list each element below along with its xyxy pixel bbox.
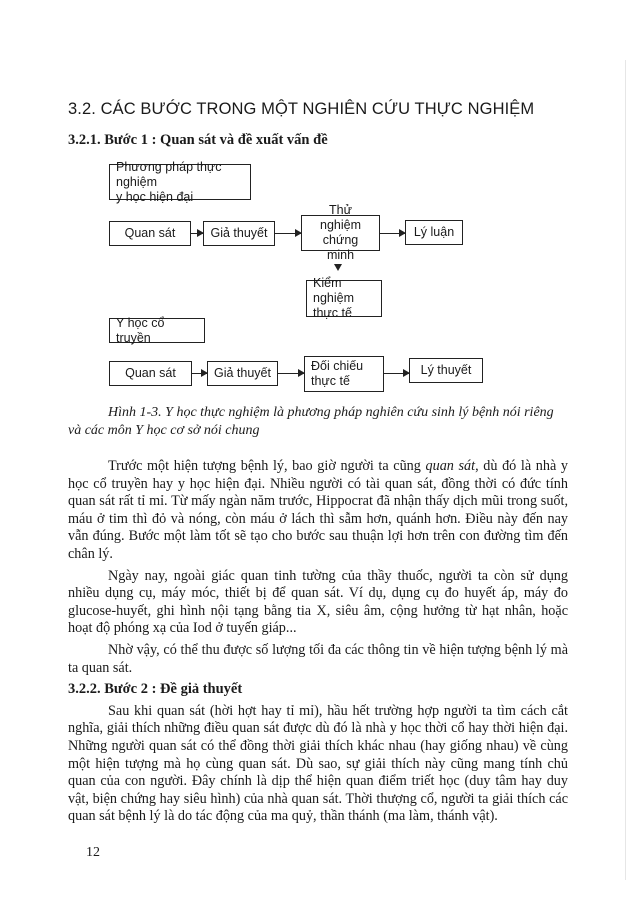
arrow-experiment-to-verification bbox=[334, 264, 342, 271]
trad-hypothesis-box bbox=[207, 361, 278, 386]
modern-theory-label: Lý luận bbox=[413, 225, 455, 239]
section-title: 3.2. CÁC BƯỚC TRONG MỘT NGHIÊN CỨU THỰC NGHIỆM bbox=[68, 100, 535, 118]
modern-verification-line1: Kiểm nghiệm bbox=[313, 276, 354, 305]
modern-header-line2: y học hiện đại bbox=[116, 189, 194, 204]
paragraph-4: Sau khi quan sát (hời hợt hay tỉ mỉ), hầu hết trường hợp người ta tìm cách cắt nghĩa, giải thích những điều quan sát được dù đó là nhà y học thời cổ hay thời hiện đại. Những người quan sát có thể đồng thời giải thích khác nhau (hay giống nhau) về cùng một hiện tượng mà họ cùng quan sát. Dù sao, sự giải thích này cũng mang tính chủ quan của con người. Đây chính là dịp thể hiện quan điểm triết học (duy tâm hay duy vật, biện chứng hay siêu hình) của nhà quan sát. Thời thượng cổ, người ta giải thích các quan sát bệnh lý là do tác động của ma quỷ, thần thánh (ma làm, thánh vật). bbox=[68, 702, 568, 825]
traditional-header-label: Y học cổ truyền bbox=[116, 315, 165, 345]
modern-hypothesis-label: Giả thuyết bbox=[210, 226, 268, 240]
trad-hypothesis-label: Giả thuyết bbox=[214, 366, 271, 380]
modern-experiment-line2: chứng minh bbox=[322, 233, 359, 262]
arrow-trad-observe-to-hypothesis bbox=[192, 373, 207, 374]
caption-line1: Hình 1-3. Y học thực nghiệm là phương pháp nghiên cứu sinh lý bệnh nói riêng bbox=[108, 405, 554, 420]
paragraph-1 bbox=[68, 458, 568, 564]
trad-theory-label: Lý thuyết bbox=[420, 363, 472, 377]
body-text bbox=[68, 458, 568, 826]
subsection-1-title: 3.2.1. Bước 1 : Quan sát và đề xuất vấn đề bbox=[68, 132, 328, 148]
trad-observe-label: Quan sát bbox=[125, 366, 176, 380]
paragraph-1-part-a: Trước một hiện tượng bệnh lý, bao giờ người ta cũng bbox=[108, 458, 426, 474]
arrow-experiment-to-theory bbox=[380, 233, 405, 234]
caption-line2: và các môn Y học cơ sở nói chung bbox=[68, 423, 260, 438]
trad-theory-box bbox=[409, 358, 483, 383]
trad-compare-line1: Đối chiếu bbox=[311, 359, 364, 373]
paragraph-1-part-b: , dù đó là nhà y học cổ truyền hay y học hiện đại. Nhiều người có tài quan sát, đồng thời có đức tính quan sát rất tỉ mỉ. Từ mấy ngàn năm trước, Hippocrat đã nhận thấy dịch mũi trong suốt, máu ở tim thì đỏ và nóng, còn máu ở lách thì sẫm hơn, quánh hơn. Điều này đến nay vẫn đúng. Bước một làm tốt sẽ tạo cho bước sau thuận lợi hơn trên con đường tìm đến chân lý. bbox=[68, 458, 568, 562]
modern-observe-label: Quan sát bbox=[124, 226, 176, 240]
modern-verification-box bbox=[306, 276, 382, 320]
arrow-trad-compare-to-theory bbox=[384, 373, 409, 374]
modern-hypothesis-box bbox=[203, 221, 275, 246]
modern-header-line1: Phương pháp thực nghiệm bbox=[116, 159, 222, 189]
modern-theory-box bbox=[405, 220, 463, 245]
trad-compare-line2: thực tế bbox=[311, 374, 350, 388]
arrow-observe-to-hypothesis bbox=[191, 233, 203, 234]
scan-edge-line bbox=[625, 60, 626, 880]
paragraph-1-emphasis: quan sát bbox=[425, 458, 476, 474]
trad-compare-box bbox=[304, 356, 384, 392]
page-number: 12 bbox=[86, 845, 100, 860]
modern-experiment-line1: Thử nghiệm bbox=[320, 203, 361, 232]
modern-method-header-box bbox=[109, 159, 251, 204]
modern-verification-line2: thực tế bbox=[313, 306, 352, 320]
modern-experiment-box bbox=[301, 203, 380, 262]
trad-observe-box bbox=[109, 361, 192, 386]
figure-caption bbox=[68, 404, 568, 440]
arrow-trad-hypothesis-to-compare bbox=[278, 373, 304, 374]
traditional-header-box bbox=[109, 315, 205, 345]
paragraph-2: Ngày nay, ngoài giác quan tinh tường của thầy thuốc, người ta còn sử dụng nhiều dụng cụ, máy móc, thiết bị để quan sát. Ví dụ, dụng cụ đo huyết áp, máy đo glucose-huyết, ghi hình nội tạng bằng tia X, siêu âm, cộng hưởng từ hạt nhân, hoặc hoạt độ phóng xạ của Iod ở tuyến giáp... bbox=[68, 567, 568, 637]
subsection-2-title: 3.2.2. Bước 2 : Đề giả thuyết bbox=[68, 681, 243, 698]
arrow-hypothesis-to-experiment bbox=[275, 233, 301, 234]
paragraph-3: Nhờ vậy, có thể thu được số lượng tối đa các thông tin về hiện tượng bệnh lý mà ta quan sát. bbox=[68, 641, 568, 676]
modern-observe-box bbox=[109, 221, 191, 246]
